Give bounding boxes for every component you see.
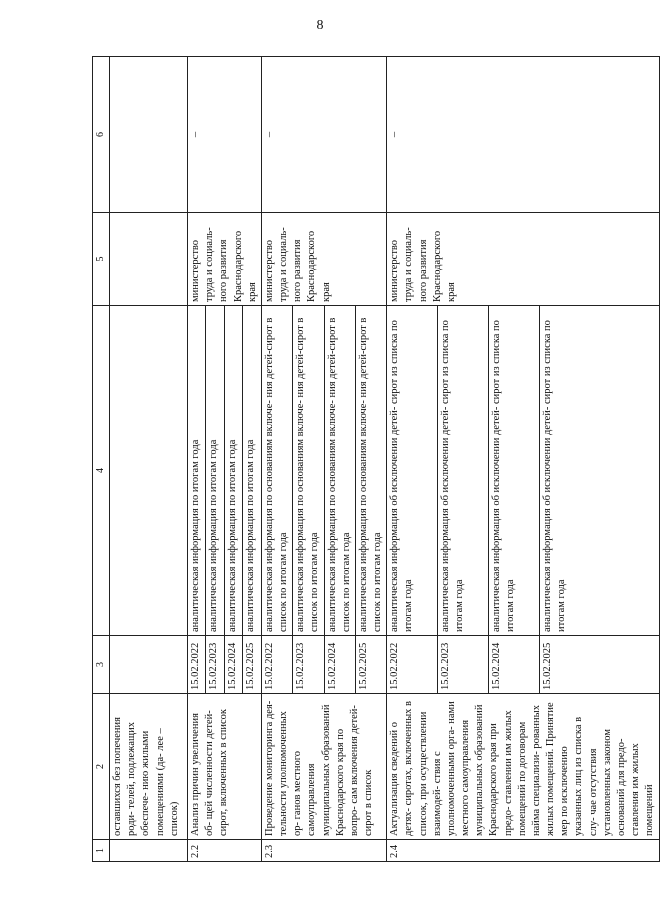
deadline: 15.02.2023 xyxy=(206,636,224,694)
deadline: 15.02.2022 xyxy=(261,636,292,694)
table-row xyxy=(188,57,206,862)
result-text: аналитическая информация по итогам года xyxy=(188,306,206,636)
result-text: аналитическая информация об исключении детей- сирот из списка по итогам года xyxy=(539,306,659,636)
header-row xyxy=(93,57,110,862)
measures-table xyxy=(92,56,660,862)
result-text: аналитическая информация по основаниям включе- ния детей-сирот в список по итогам года xyxy=(324,306,355,636)
deadline: 15.02.2024 xyxy=(488,636,539,694)
result-text: аналитическая информация об исключении детей- сирот из списка по итогам года xyxy=(488,306,539,636)
deadline: 15.02.2025 xyxy=(243,636,262,694)
rotated-table-container xyxy=(92,57,656,862)
executor-text: министерство труда и социаль- ного развития Краснодарского края xyxy=(188,213,262,306)
table-row xyxy=(261,57,292,862)
header-cell: 6 xyxy=(93,57,110,213)
measure-text: Проведение мониторинга дея- тельности уполномоченных ор- ганов местного самоуправления муниципальных образований Краснодарского края по вопро- сам включения детей-сирот в список xyxy=(261,694,386,840)
deadline: 15.02.2023 xyxy=(293,636,324,694)
row-number: 2.2 xyxy=(188,840,262,862)
result-text: аналитическая информация об исключении детей- сирот из списка по итогам года xyxy=(437,306,488,636)
result-text: аналитическая информация об исключении детей- сирот из списка по итогам года xyxy=(387,306,438,636)
note-text: – xyxy=(261,57,386,213)
result-text: аналитическая информация по итогам года xyxy=(243,306,262,636)
result-text: аналитическая информация по итогам года xyxy=(224,306,242,636)
continuation-row xyxy=(110,57,188,862)
header-cell: 4 xyxy=(93,306,110,636)
table-row xyxy=(387,57,438,862)
deadline: 15.02.2024 xyxy=(224,636,242,694)
deadline: 15.02.2022 xyxy=(387,636,438,694)
header-cell: 3 xyxy=(93,636,110,694)
deadline: 15.02.2024 xyxy=(324,636,355,694)
continuation-text: оставшихся без попечения роди- телей, подлежащих обеспече- нию жилыми помещениями (да- лее – список) xyxy=(110,694,188,840)
header-cell: 5 xyxy=(93,213,110,306)
deadline: 15.02.2023 xyxy=(437,636,488,694)
measure-text: Анализ причин увеличения об- щей численности детей-сирот, включенных в список xyxy=(188,694,262,840)
header-cell: 1 xyxy=(93,840,110,862)
note-text: – xyxy=(387,57,659,213)
result-text: аналитическая информация по основаниям включе- ния детей-сирот в список по итогам года xyxy=(293,306,324,636)
row-number: 2.4 xyxy=(387,840,659,862)
note-text: – xyxy=(188,57,262,213)
row-number: 2.3 xyxy=(261,840,386,862)
result-text: аналитическая информация по основаниям включе- ния детей-сирот в список по итогам года xyxy=(261,306,292,636)
result-text: аналитическая информация по основаниям включе- ния детей-сирот в список по итогам года xyxy=(355,306,386,636)
deadline: 15.02.2025 xyxy=(355,636,386,694)
page-number: 8 xyxy=(316,18,324,33)
header-cell: 2 xyxy=(93,694,110,840)
deadline: 15.02.2022 xyxy=(188,636,206,694)
deadline: 15.02.2025 xyxy=(539,636,659,694)
measure-text: Актуализация сведений о детях- сиротах, включенных в список, при осуществлении взаимодей- ствия с уполномоченными орга- нами местного самоуправления муниципальных образований Краснодарского края при предо- ставлении им жилых помещений по договорам найма специализи- рованных жилых помещений. Принятие мер по исключению указанных лиц из списка в слу- чае отсутствия установленных законом оснований для предо- ставления им жилых помещений xyxy=(387,694,659,840)
executor-text: министерство труда и социаль- ного развития Краснодарского края xyxy=(387,213,659,306)
executor-text: министерство труда и социаль- ного развития Краснодарского края xyxy=(261,213,386,306)
result-text: аналитическая информация по итогам года xyxy=(206,306,224,636)
